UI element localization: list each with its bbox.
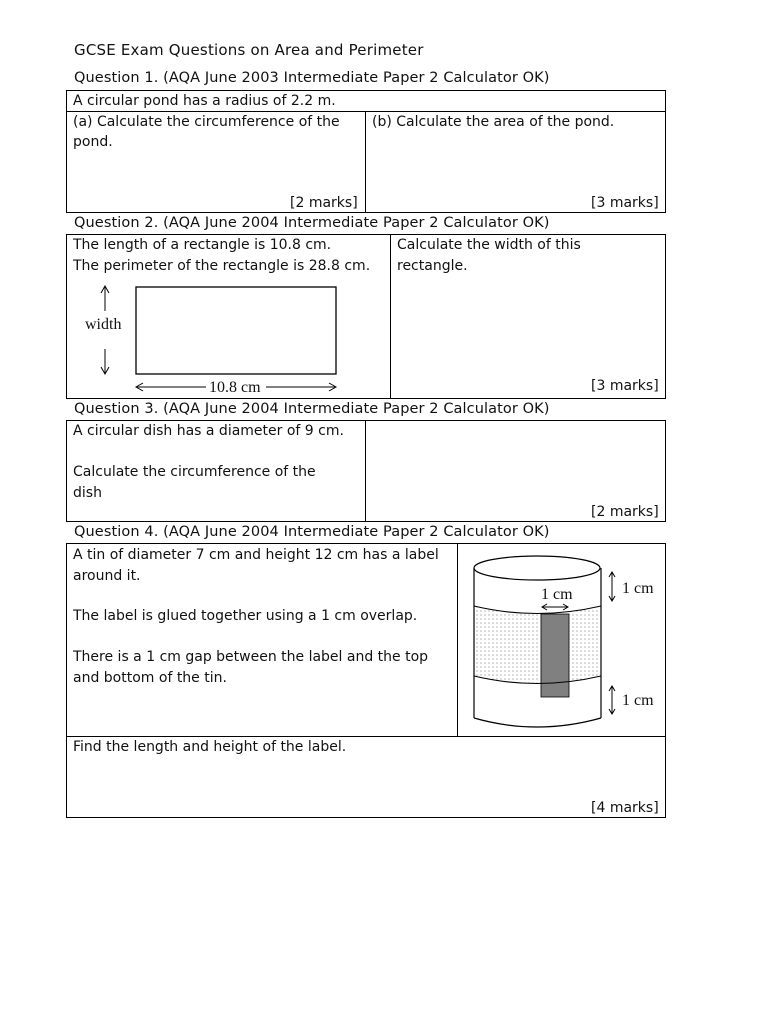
question-3-marks: [2 marks] xyxy=(591,504,659,520)
divider xyxy=(457,543,458,736)
question-4-heading: Question 4. (AQA June 2004 Intermediate Paper 2 Calculator OK) xyxy=(74,524,550,540)
question-4-marks: [4 marks] xyxy=(591,800,659,816)
divider xyxy=(365,420,366,522)
question-1b-text: (b) Calculate the area of the pond. xyxy=(372,114,615,130)
question-1-stem: A circular pond has a radius of 2.2 m. xyxy=(73,93,336,109)
question-2-text: The perimeter of the rectangle is 28.8 cm. xyxy=(73,258,371,274)
label-overlap xyxy=(541,614,569,697)
question-2-prompt: Calculate the width of this xyxy=(397,237,581,253)
rectangle-shape xyxy=(136,287,336,374)
overlap-label: 1 cm xyxy=(541,586,573,603)
question-1a-text: pond. xyxy=(73,134,113,150)
tin-top xyxy=(474,556,600,580)
label-band xyxy=(474,606,601,684)
question-1a-marks: [2 marks] xyxy=(290,195,358,211)
question-2-text: The length of a rectangle is 10.8 cm. xyxy=(73,237,332,253)
question-2-prompt: rectangle. xyxy=(397,258,468,274)
question-2-heading: Question 2. (AQA June 2004 Intermediate Paper 2 Calculator OK) xyxy=(74,215,550,231)
question-1a-text: (a) Calculate the circumference of the xyxy=(73,114,340,130)
question-3-heading: Question 3. (AQA June 2004 Intermediate Paper 2 Calculator OK) xyxy=(74,401,550,417)
question-4-text: and bottom of the tin. xyxy=(73,670,227,686)
question-1b-marks: [3 marks] xyxy=(591,195,659,211)
question-3-text: dish xyxy=(73,485,102,501)
divider xyxy=(365,111,366,213)
page-title: GCSE Exam Questions on Area and Perimeter xyxy=(74,41,424,59)
bottom-gap-label: 1 cm xyxy=(622,692,654,709)
question-2-marks: [3 marks] xyxy=(591,378,659,394)
width-label: width xyxy=(85,316,122,333)
question-4-text: around it. xyxy=(73,568,141,584)
length-label: 10.8 cm xyxy=(209,379,261,396)
question-1-heading: Question 1. (AQA June 2003 Intermediate Paper 2 Calculator OK) xyxy=(74,70,550,86)
question-4-text: The label is glued together using a 1 cm overlap. xyxy=(73,608,418,624)
question-4-prompt: Find the length and height of the label. xyxy=(73,739,347,755)
question-3-text: Calculate the circumference of the xyxy=(73,464,316,480)
divider xyxy=(390,234,391,399)
question-3-text: A circular dish has a diameter of 9 cm. xyxy=(73,423,344,439)
question-4-text: There is a 1 cm gap between the label and the top xyxy=(73,649,429,665)
tin-bottom xyxy=(474,718,601,727)
top-gap-label: 1 cm xyxy=(622,580,654,597)
question-4-text: A tin of diameter 7 cm and height 12 cm has a label xyxy=(73,547,439,563)
